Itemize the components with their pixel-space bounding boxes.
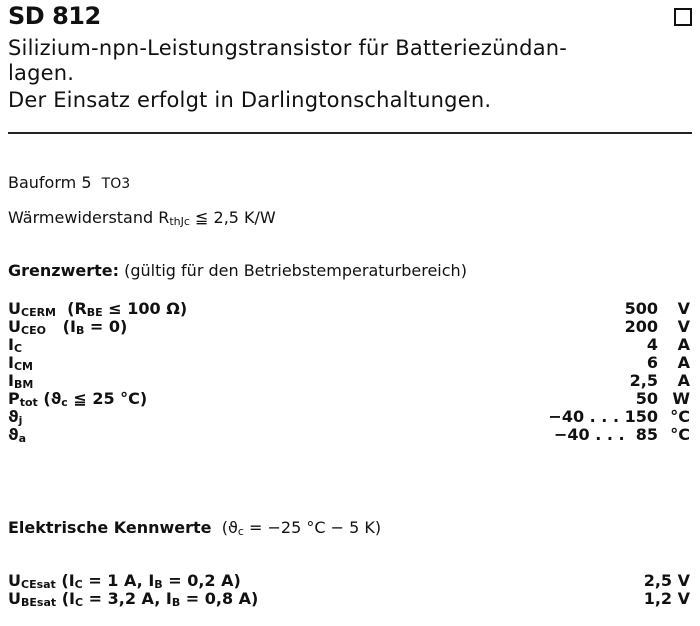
kennwerte-condition <box>222 518 381 537</box>
parameter-value: 4 <box>646 335 658 354</box>
subscript: a <box>18 432 27 445</box>
text-part: P <box>8 389 20 408</box>
parameter-value: 2,5 V <box>643 571 690 590</box>
text-part: = 0,8 A) <box>180 589 259 608</box>
text-part: ≦ 25 °C) <box>67 389 148 408</box>
text-part: U <box>8 589 21 608</box>
grenzwerte-note: (gültig für den Betriebstemperaturbereich) <box>124 261 467 280</box>
subscript: B <box>154 578 163 591</box>
subscript: BEsat <box>21 596 57 609</box>
parameter-symbol <box>8 589 258 609</box>
grenzwerte-title: Grenzwerte: <box>8 261 119 280</box>
text-part: = 3,2 A, I <box>83 589 172 608</box>
text-part: = 1 A, I <box>82 571 155 590</box>
subscript: CEO <box>21 324 46 337</box>
subscript: c <box>61 396 68 409</box>
table-row <box>8 353 692 371</box>
text-part: I <box>8 371 14 390</box>
text-part: U <box>8 317 21 336</box>
bauform-label: Bauform 5 <box>8 173 92 192</box>
description-line-3: Der Einsatz erfolgt in Darlingtonschaltungen. <box>8 88 492 112</box>
parameter-symbol <box>8 353 33 373</box>
parameter-value: −40 . . . 150 <box>548 407 658 426</box>
table-row <box>8 389 692 407</box>
bauform <box>8 173 130 192</box>
device-title: SD 812 <box>8 2 101 30</box>
bauform-value: TO3 <box>101 176 131 192</box>
text-part: (I <box>55 571 75 590</box>
divider <box>8 132 692 134</box>
text-part: ≤ 100 Ω) <box>102 299 188 318</box>
parameter-unit: V <box>677 317 690 336</box>
subscript: CM <box>13 360 33 373</box>
parameter-value: 500 <box>624 299 658 318</box>
parameter-symbol <box>8 335 22 355</box>
parameter-unit: A <box>677 335 690 354</box>
subscript: B <box>171 596 181 609</box>
text-part: (ϑ <box>37 389 62 408</box>
subscript: B <box>75 324 85 337</box>
text-part: ϑ <box>8 425 19 444</box>
text-part: = 0) <box>84 317 128 336</box>
table-row <box>8 371 692 389</box>
parameter-value: 2,5 <box>629 371 658 390</box>
parameter-symbol <box>8 571 241 591</box>
text-part: (R <box>56 299 87 318</box>
table-row <box>8 589 692 607</box>
subscript: CERM <box>21 306 57 319</box>
parameter-unit: V <box>677 299 690 318</box>
table-row <box>8 571 692 589</box>
subscript: C <box>74 578 83 591</box>
parameter-value: 50 <box>635 389 658 408</box>
parameter-symbol <box>8 299 187 319</box>
table-row <box>8 425 692 443</box>
text-part: = −25 °C − 5 K) <box>243 518 382 537</box>
parameter-value: 200 <box>624 317 658 336</box>
text-part: I <box>8 335 14 354</box>
parameter-symbol <box>8 407 22 427</box>
subscript: C <box>74 596 84 609</box>
description-line-2: lagen. <box>8 61 75 85</box>
parameter-symbol <box>8 425 26 445</box>
text-part: U <box>8 299 21 318</box>
parameter-symbol <box>8 389 147 409</box>
parameter-symbol <box>8 371 33 391</box>
parameter-value: 1,2 V <box>643 589 690 608</box>
parameter-unit: °C <box>670 425 690 444</box>
kennwerte-heading <box>8 518 381 538</box>
checkbox-square <box>674 8 692 26</box>
grenzwerte-heading <box>8 261 467 280</box>
waermewiderstand <box>8 208 276 228</box>
text-part: = 0,2 A) <box>162 571 241 590</box>
description-line-1: Silizium-npn-Leistungstransistor für Batteriezündan- <box>8 36 568 60</box>
kennwerte-title: Elektrische Kennwerte <box>8 518 212 537</box>
text-part: (ϑ <box>221 518 238 537</box>
text-part: ≦ 2,5 K/W <box>189 208 276 227</box>
subscript: BE <box>86 306 103 319</box>
text-part: (I <box>45 317 76 336</box>
subscript: BM <box>13 378 34 391</box>
subscript: j <box>18 414 23 427</box>
table-row <box>8 317 692 335</box>
text-part: I <box>8 353 14 372</box>
table-row <box>8 335 692 353</box>
subscript: tot <box>19 396 38 409</box>
text-part: (I <box>56 589 75 608</box>
parameter-value: −40 . . . 85 <box>553 425 658 444</box>
parameter-unit: °C <box>670 407 690 426</box>
text-part: ϑ <box>8 407 19 426</box>
subscript: c <box>237 525 244 538</box>
parameter-unit: A <box>677 371 690 390</box>
subscript: thJc <box>169 215 190 228</box>
parameter-symbol <box>8 317 127 337</box>
subscript: C <box>13 342 23 355</box>
table-row <box>8 407 692 425</box>
parameter-unit: W <box>672 389 690 408</box>
text-part: U <box>8 571 21 590</box>
table-row <box>8 299 692 317</box>
subscript: CEsat <box>21 578 56 591</box>
parameter-value: 6 <box>646 353 658 372</box>
text-part: Wärmewiderstand R <box>8 208 170 227</box>
parameter-unit: A <box>677 353 690 372</box>
